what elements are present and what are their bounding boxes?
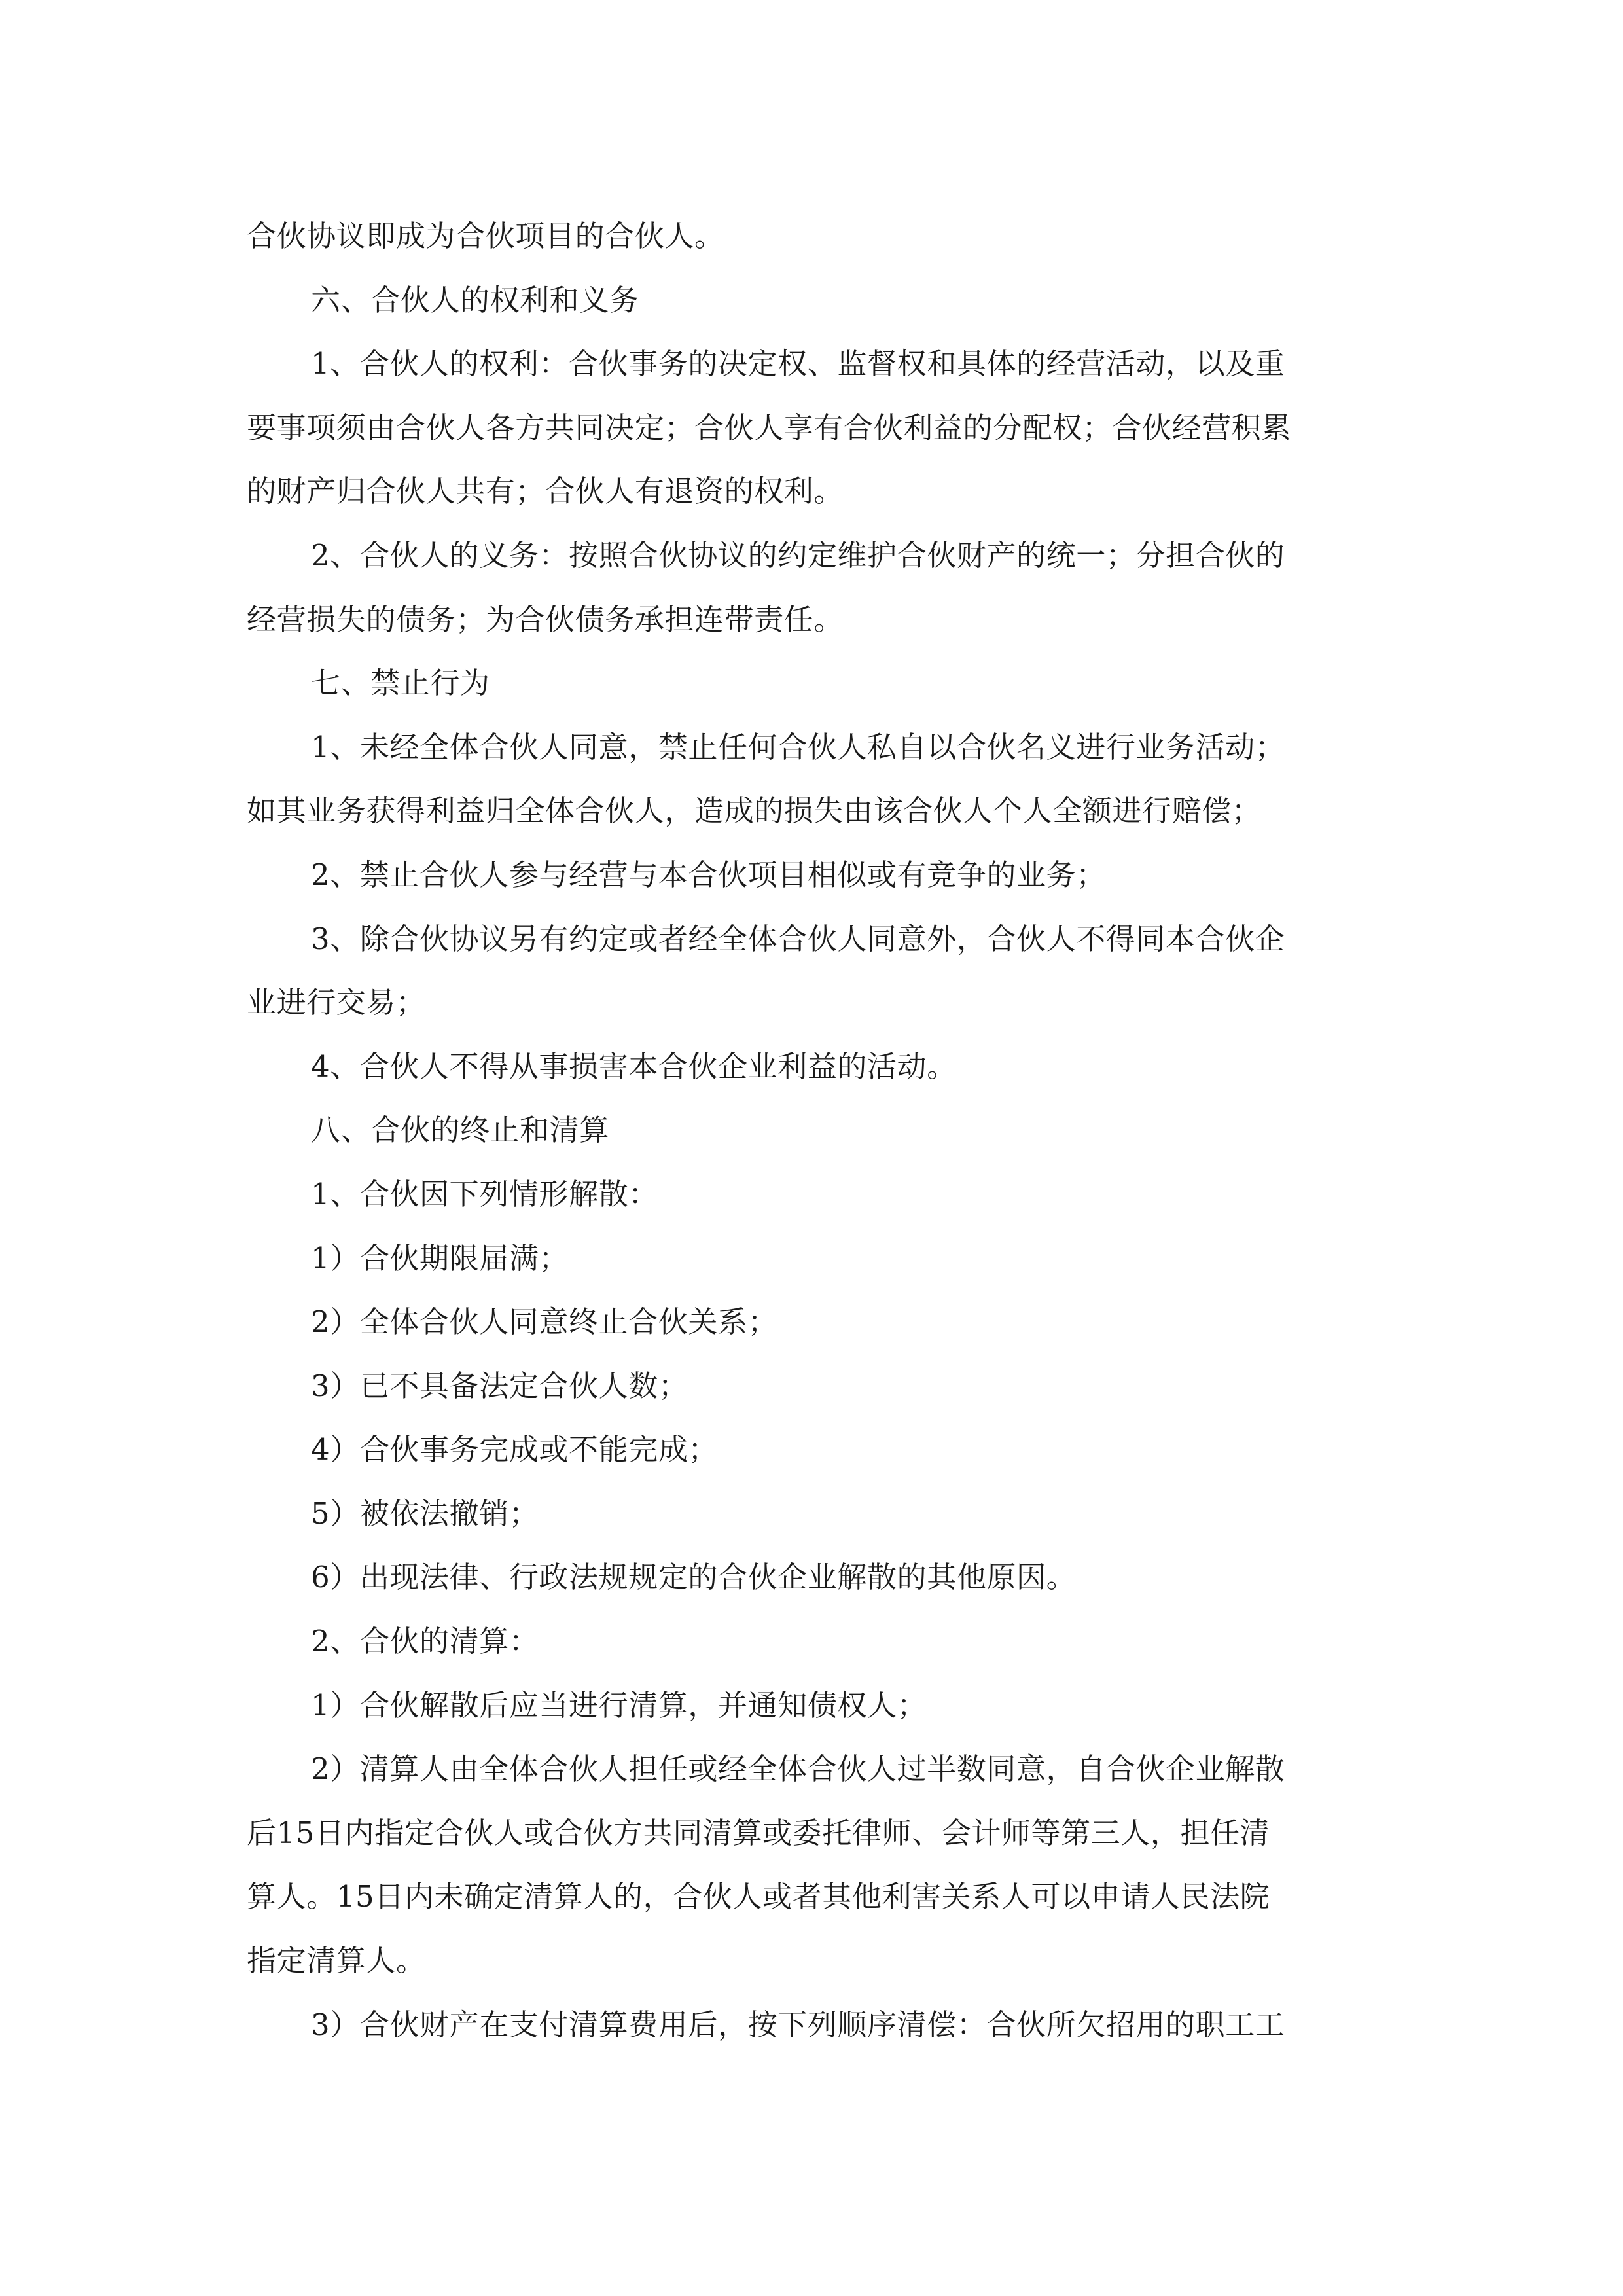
- text-line: 4、合伙人不得从事损害本合伙企业利益的活动。: [311, 1049, 957, 1084]
- text-line: 1、未经全体合伙人同意，禁止任何合伙人私自以合伙名义进行业务活动；: [311, 729, 1285, 764]
- text-line: 六、合伙人的权利和义务: [311, 282, 639, 317]
- text-line: 后15日内指定合伙人或合伙方共同清算或委托律师、会计师等第三人，担任清: [247, 1815, 1270, 1850]
- text-line: 2、合伙的清算：: [311, 1624, 539, 1659]
- text-line: 3、除合伙协议另有约定或者经全体合伙人同意外，合伙人不得同本合伙企: [311, 921, 1285, 956]
- text-line: 6）出现法律、行政法规规定的合伙企业解散的其他原因。: [311, 1560, 1077, 1595]
- text-line: 1、合伙人的权利：合伙事务的决定权、监督权和具体的经营活动，以及重: [311, 346, 1285, 382]
- text-line: 业进行交易；: [247, 985, 426, 1020]
- text-line: 3）合伙财产在支付清算费用后，按下列顺序清偿：合伙所欠招用的职工工: [311, 2007, 1285, 2042]
- text-line: 的财产归合伙人共有；合伙人有退资的权利。: [247, 474, 844, 509]
- text-line: 2）清算人由全体合伙人担任或经全体合伙人过半数同意，自合伙企业解散: [311, 1751, 1285, 1787]
- document-body: [247, 204, 1379, 2056]
- text-line: 2、禁止合伙人参与经营与本合伙项目相似或有竞争的业务；: [311, 857, 1106, 892]
- text-line: 2、合伙人的义务：按照合伙协议的约定维护合伙财产的统一；分担合伙的: [311, 537, 1285, 573]
- text-line: 1）合伙解散后应当进行清算，并通知债权人；: [311, 1687, 927, 1723]
- text-line: 5）被依法撤销；: [311, 1496, 539, 1531]
- text-line: 要事项须由合伙人各方共同决定；合伙人享有合伙利益的分配权；合伙经营积累: [247, 410, 1292, 445]
- text-line: 2）全体合伙人同意终止合伙关系；: [311, 1304, 778, 1340]
- text-line: 1）合伙期限届满；: [311, 1240, 569, 1276]
- text-line: 如其业务获得利益归全体合伙人，造成的损失由该合伙人个人全额进行赔偿；: [247, 793, 1262, 829]
- text-line: 指定清算人。: [247, 1943, 426, 1979]
- text-line: 4）合伙事务完成或不能完成；: [311, 1432, 719, 1467]
- text-line: 经营损失的债务；为合伙债务承担连带责任。: [247, 601, 844, 637]
- text-line: 合伙协议即成为合伙项目的合伙人。: [247, 219, 724, 253]
- text-line: 3）已不具备法定合伙人数；: [311, 1368, 688, 1403]
- text-line: 八、合伙的终止和清算: [311, 1113, 610, 1148]
- text-line: 七、禁止行为: [311, 666, 490, 701]
- text-line: 1、合伙因下列情形解散：: [311, 1176, 658, 1211]
- text-line: 算人。15日内未确定清算人的，合伙人或者其他利害关系人可以申请人民法院: [247, 1879, 1270, 1914]
